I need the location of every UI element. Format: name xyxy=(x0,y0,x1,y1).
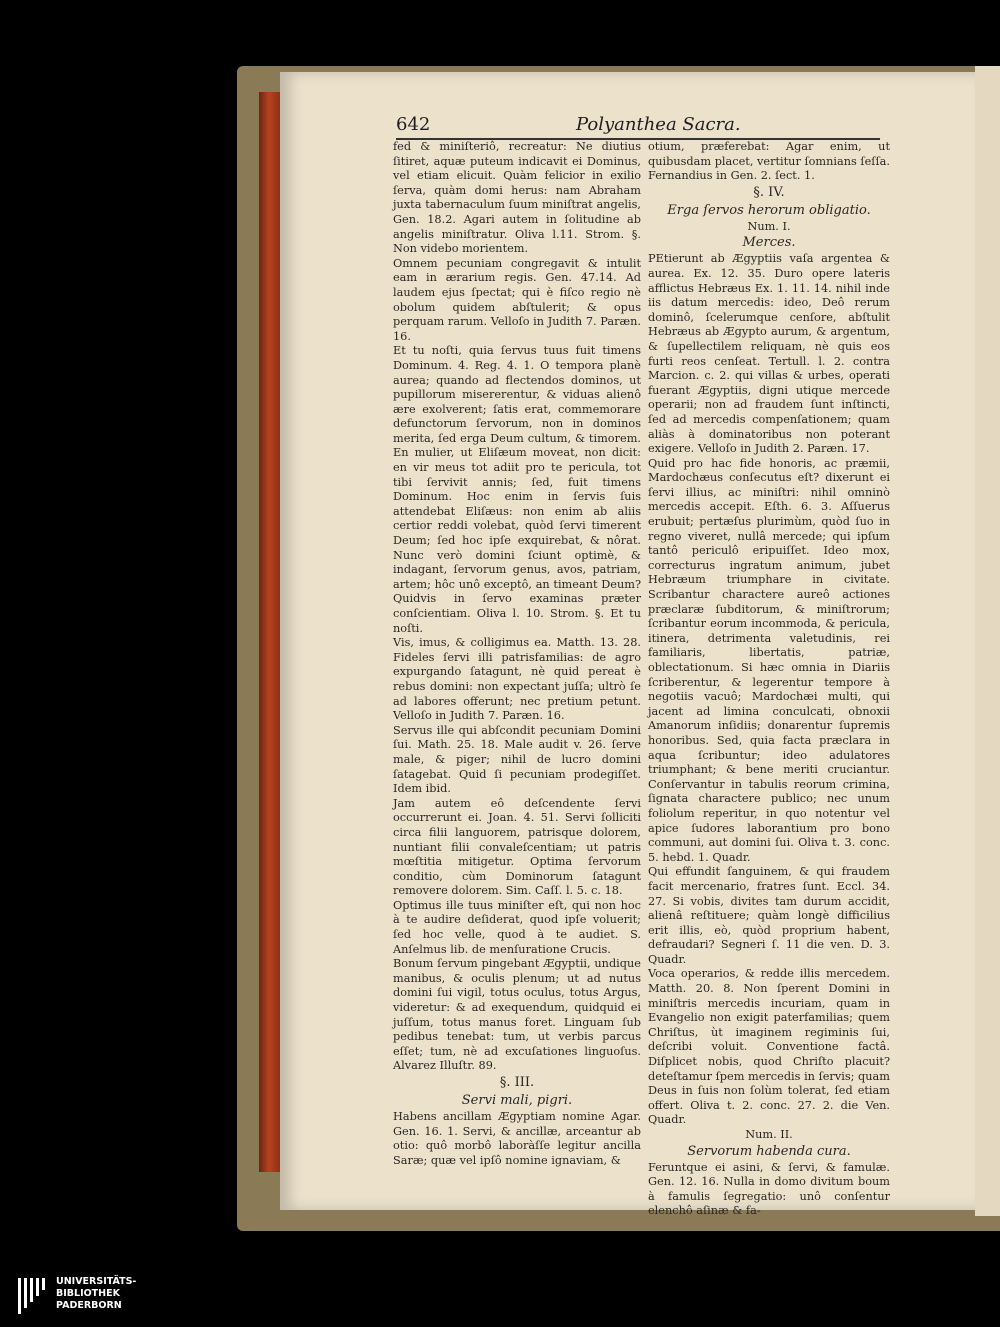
section-title: Servi mali, pigri. xyxy=(461,1093,573,1108)
section-number: §. III. xyxy=(499,1075,535,1090)
paragraph: Et tu noſti, quia ſervus tuus fuit timens Dominum. 4. Reg. 4. 1. O tempora planè aurea; quando ad flectendos dominos, ut pupillorum misererentur, & viduas alienô ære exolverent; ſatis erat, commemorare defunctorum ſervorum, non in dominos merita, ſed erga Deum cultum, & timorem. En mulier, ut Eliſæum moveat, non dicit: en vir meus tot adiit pro te pericula, tot tibi ſervivit annis; ſed, fuit timens Dominum. Hoc enim in ſervis ſuis attendebat Eliſæus: non enim ab aliis certior reddi volebat, quòd ſervi timerent Deum; ſed hoc ipſe exquirebat, & nôrat. Nunc verò domini ſciunt optimè, & indagant, ſervorum genus, avos, patriam, artem; hôc unô exceptô, an timeant Deum? Quidvis in ſervo examinas præter conſcientiam. Oliva l. 10. Strom. §. Et tu noſti. xyxy=(393,344,641,635)
paragraph: Bonum ſervum pingebant Ægyptii, undique manibus, & oculis plenum; ut ad nutus domini ſui vigil, totus oculus, totus Argus, videretur: & ad exequendum, quidquid ei juſſum, totus manus foret. Linguam ſub pedibus tenebat: tum, ut verbis parcus eſſet; tum, nè ad excuſationes linguoſus. Alvarez Illuſtr. 89. xyxy=(393,957,641,1073)
library-logo xyxy=(18,1276,148,1320)
section-number: §. IV. xyxy=(753,184,785,200)
subsection-title: Servorum habenda cura. xyxy=(687,1143,851,1159)
running-header xyxy=(396,114,880,138)
paragraph: Feruntque ei asini, & ſervi, & famulæ. Gen. 12. 16. Nulla in domo divitum boum à famulis ſegregatio: unô conſentur elenchô aſinæ & fa- xyxy=(648,1160,890,1218)
running-title: Polyanthea Sacra. xyxy=(576,114,741,135)
paragraph: Servus ille qui abſcondit pecuniam Domini ſui. Math. 25. 18. Male audit v. 26. ſerve male, & piger; nihil de lucro domini ſatagebat. Quid ſi pecuniam prodegiſſet. Idem ibid. xyxy=(393,723,641,796)
paragraph: Voca operarios, & redde illis mercedem. Matth. 20. 8. Non ſperent Domini in miniſtris mercedis incuriam, quam in Evangelio non exigit paterfamilias; quem Chriſtus, ùt imaginem regiminis ſui, deſcribi voluit. Conventione factâ. Diſplicet nobis, quod Chriſto placuit? deteſtamur ſpem mercedis in ſervis; quam Deus in ſuis non ſolùm tolerat, ſed etiam offert. Oliva t. 2. conc. 27. 2. die Ven. Quadr. xyxy=(648,967,890,1127)
subsection-title: Merces. xyxy=(742,235,796,251)
section-title: Erga ſervos herorum obligatio. xyxy=(667,202,871,218)
facing-page-edge xyxy=(975,66,1000,1216)
paragraph: Jam autem eô deſcendente ſervi occurrerunt ei. Joan. 4. 51. Servi ſolliciti circa filii languorem, patrisque dolorem, nuntiant filii convaleſcentiam; ut patris mœſtitia mitigetur. Optima ſervorum conditio, cùm Dominorum ſatagunt removere dolorem. Sim. Caſſ. l. 5. c. 18. xyxy=(393,796,641,898)
paragraph: Vis, imus, & colligimus ea. Matth. 13. 28. Fideles ſervi illi patrisfamilias: de agro expurgando ſatagunt, nè quid pereat è rebus domini: non expectant juſſa; ultrò ſe ad labores offerunt; nec pretium petunt. Velloſo in Judith 7. Paræn. 16. xyxy=(393,636,641,723)
paragraph: Quid pro hac fide honoris, ac præmii, Mardochæus conſecutus eſt? dixerunt ei ſervi illius, ac miniſtri: nihil omninò mercedis accepit. Eſth. 6. 3. Aſſuerus erubuit; pertæſus plurimùm, quòd ſuo in regno viveret, nullâ mercede; qui ipſum tantô periculô eripuiſſet. Ideo mox, correcturus ingratum animum, jubet Hebræum triumphare in civitate. Scribantur charactere aureô actiones præclaræ ſubditorum, & miniſtrorum; ſcribantur eorum incommoda, & pericula, itinera, detrimenta valetudinis, rei familiaris, libertatis, patriæ, oblectationum. Si hæc omnia in Diariis ſcriberentur, & legerentur tempore à negotiis vacuô; Mardochæi multi, qui jacent ad limina conculcati, obnoxii Amanorum inſidiis; donarentur ſupremis honoribus. Sed, quia facta præclara in aqua ſcribuntur; ideo adulatores triumphant; & bene meriti cruciantur. Conſervantur in tabulis reorum crimina, ſignata charactere publico; nec unum foliolum reperitur, in quo notentur vel apice ſudores laborantium pro bono communi, aut domini ſui. Oliva t. 3. conc. 5. hebd. 1. Quadr. xyxy=(648,456,890,864)
right-column xyxy=(648,140,890,1219)
paragraph: otium, præferebat: Agar enim, ut quibusdam placet, vertitur ſomnians ſeſſa. Fernandius in Gen. 2. ſect. 1. xyxy=(648,140,890,183)
paragraph: PEtierunt ab Ægyptiis vaſa argentea & aurea. Ex. 12. 35. Duro opere lateris afflictus Hebræus Ex. 1. 11. 14. nihil inde iis datum mercedis: ideo, Deô rerum dominô, ſcelerumque cenſore, abſtulit Hebræus ab Ægypto aurum, & argentum, & ſupellectilem reliquam, nè quis eos furti reos cenſeat. Tertull. l. 2. contra Marcion. c. 2. qui villas & urbes, operati fuerant Ægyptiis, digni utique mercede operarii; non ad fraudem ſunt inſtincti, ſed ad mercedis compenſationem; quam aliàs à dominatoribus non poterant exigere. Velloſo in Judith 2. Paræn. 17. xyxy=(648,252,890,456)
library-name: UNIVERSITÄTS- BIBLIOTHEK PADERBORN xyxy=(56,1276,137,1311)
paragraph: Qui effundit ſanguinem, & qui fraudem facit mercenario, fratres ſunt. Eccl. 34. 27. Si vobis, divites tam durum accidit, alienâ reſtituere; quàm longè difficilius erit illis, eò, quòd proprium habent, defraudari? Segneri ſ. 11 die ven. D. 3. Quadr. xyxy=(648,865,890,966)
page-number: 642 xyxy=(396,114,431,135)
left-column xyxy=(393,140,641,1168)
paragraph: Habens ancillam Ægyptiam nomine Agar. Gen. 16. 1. Servi, & ancillæ, arceantur ab otio: quô morbô laboràſſe legitur ancilla Saræ; quæ vel ipſô nomine ignaviam, & xyxy=(393,1110,641,1167)
subsection-number: Num. II. xyxy=(745,1128,793,1141)
library-logo-icon xyxy=(18,1278,50,1314)
subsection-number: Num. I. xyxy=(747,219,791,233)
paragraph: Optimus ille tuus miniſter eſt, qui non hoc à te audire deſiderat, quod ipſe voluerit; ſed hoc velle, quod à te audiet. S. Anſelmus lib. de menſuratione Crucis. xyxy=(393,898,641,956)
paragraph: fed & miniſteriô, recreatur: Ne diutius ſitiret, aquæ puteum indicavit ei Dominus, vel etiam elicuit. Quàm felicior in exilio ſerva, quàm domi herus: nam Abraham juxta tabernaculum ſuum miniſtrat angelis, Gen. 18.2. Agari autem in ſolitudine ab angelis miniſtratur. Oliva l.11. Strom. §. Non videbo morientem. xyxy=(393,140,641,256)
paragraph: Omnem pecuniam congregavit & intulit eam in ærarium regis. Gen. 47.14. Ad laudem ejus ſpectat; qui è fiſco regio nè obolum quidem abſtulerit; & opus perquam rarum. Velloſo in Judith 7. Paræn. 16. xyxy=(393,256,641,343)
page-edge-red xyxy=(259,92,281,1172)
